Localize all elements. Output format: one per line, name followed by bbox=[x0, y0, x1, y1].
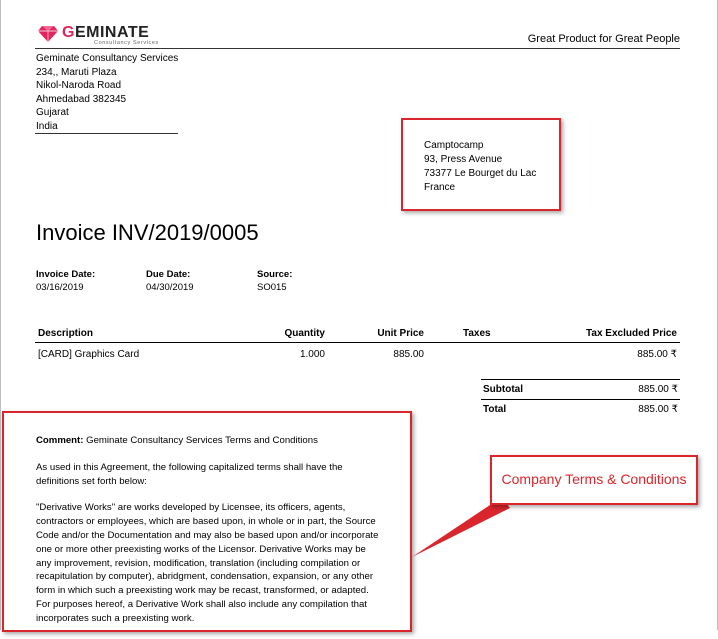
source-value: SO015 bbox=[257, 282, 287, 293]
col-header-unit-price: Unit Price bbox=[328, 326, 427, 343]
brand-name: GEMINATE bbox=[62, 24, 150, 41]
terms-paragraph: "Derivative Works" are works developed by Licensee, its officers, agents, contractors or employees, which are based upon, in whole or in part, the Source Code and/or the Documentation and may also be based upon and/or incorporate one or more other preexisting works of the Licensor. Derivative Works may be any improvement, revision, modification, translation (including compilation or recapitulation by computer), abridgment, condensation, expansion, or any other form in which such a preexisting work may be recast, transformed, or adapted. For purposes hereof, a Derivative Work shall also include any compilation that incorporates such a preexisting work. bbox=[36, 502, 379, 624]
total-value: 885.00 ₹ bbox=[581, 400, 680, 420]
tagline: Great Product for Great People bbox=[527, 33, 680, 45]
invoice-title: Invoice INV/2019/0005 bbox=[36, 220, 259, 245]
address-line: 93, Press Avenue bbox=[424, 154, 503, 165]
col-header-quantity: Quantity bbox=[245, 326, 328, 343]
address-line: Nikol-Naroda Road bbox=[36, 80, 122, 92]
due-date-label: Due Date: bbox=[146, 269, 191, 280]
address-line: Gujarat bbox=[36, 107, 69, 119]
col-header-taxes: Taxes bbox=[427, 326, 522, 343]
comment-heading-text: Geminate Consultancy Services Terms and Conditions bbox=[83, 435, 318, 446]
invoice-date-label: Invoice Date: bbox=[36, 269, 96, 280]
source-label: Source: bbox=[257, 269, 293, 280]
address-line: India bbox=[36, 120, 58, 132]
col-header-tax-excluded-price: Tax Excluded Price bbox=[522, 326, 680, 343]
address-line: France bbox=[424, 182, 456, 193]
cell-quantity: 1.000 bbox=[299, 349, 325, 360]
terms-callout: Company Terms & Conditions bbox=[490, 455, 698, 505]
terms-paragraph: As used in this Agreement, the following capitalized terms shall have the definitions set forth below: bbox=[36, 461, 343, 487]
due-date-value: 04/30/2019 bbox=[146, 282, 194, 293]
comment-label: Comment: bbox=[36, 435, 84, 446]
cell-unit-price: 885.00 bbox=[393, 349, 424, 360]
subtotal-label: Subtotal bbox=[481, 380, 581, 400]
total-label: Total bbox=[481, 400, 581, 420]
cell-amount: 885.00 ₹ bbox=[637, 349, 677, 360]
address-line: Geminate Consultancy Services bbox=[36, 53, 179, 64]
address-line: Ahmedabad 382345 bbox=[36, 93, 127, 105]
address-line: 73377 Le Bourget du Lac bbox=[424, 168, 537, 179]
brand-subtitle: Consultancy Services bbox=[94, 40, 159, 46]
address-line: 234,, Maruti Plaza bbox=[36, 66, 117, 78]
col-header-description: Description bbox=[35, 326, 245, 343]
invoice-date-value: 03/16/2019 bbox=[36, 282, 84, 293]
address-line: Camptocamp bbox=[424, 140, 484, 151]
cell-description: [CARD] Graphics Card bbox=[38, 349, 140, 360]
subtotal-value: 885.00 ₹ bbox=[581, 380, 680, 400]
